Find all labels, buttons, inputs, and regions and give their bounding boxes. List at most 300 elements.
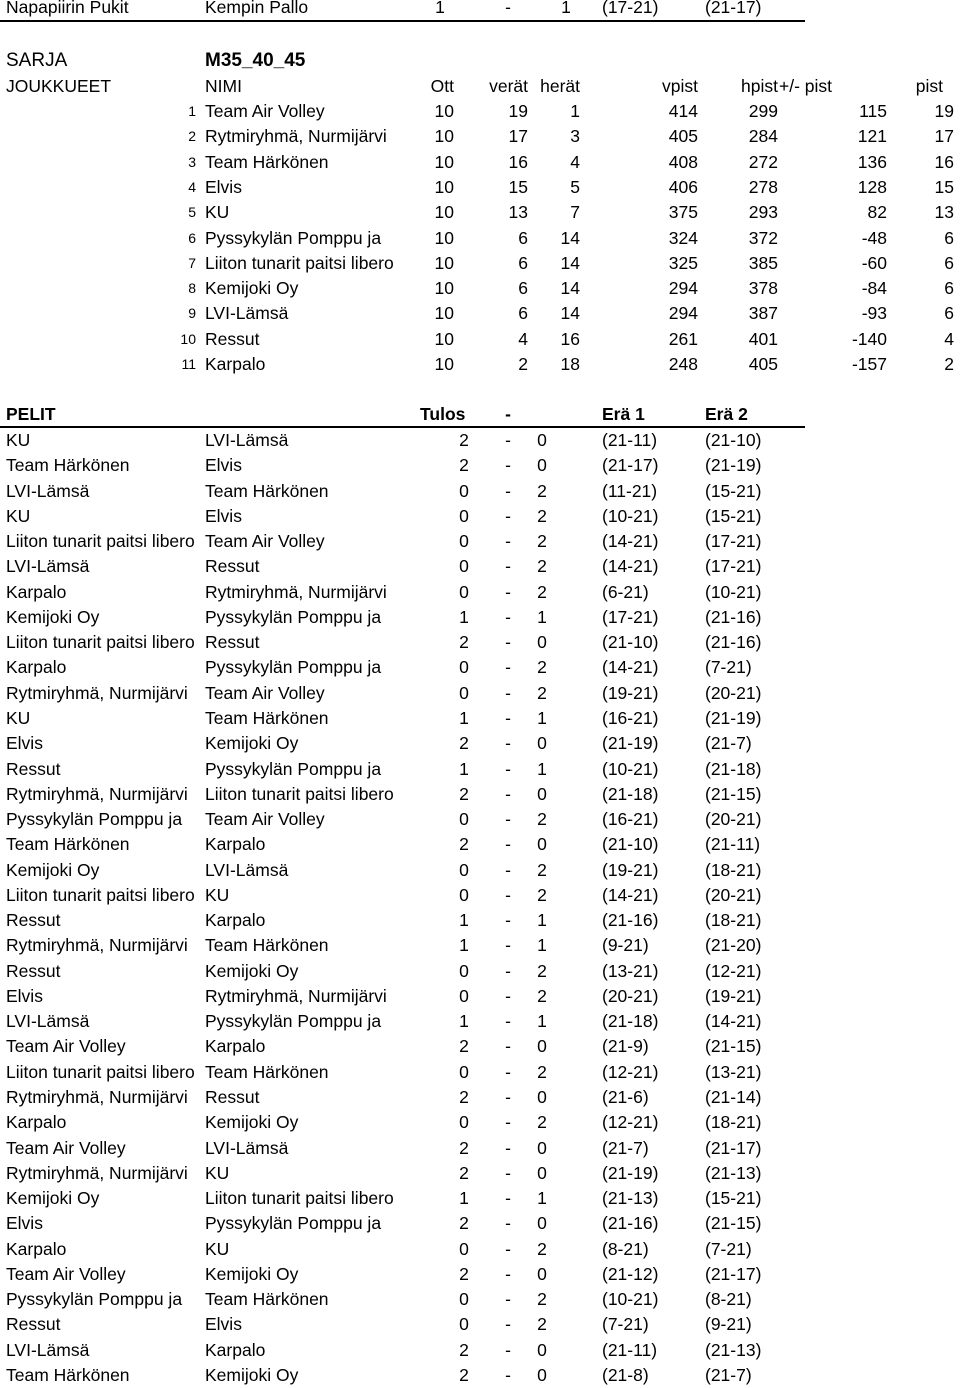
standing-pist: 6 <box>944 278 954 299</box>
game-score-away: 1 <box>537 910 547 931</box>
standings-row <box>0 150 960 175</box>
game-row <box>0 908 960 933</box>
game-score-dash: - <box>505 1061 511 1082</box>
game-away-team: Karpalo <box>205 1339 266 1360</box>
game-home-team: Team Härkönen <box>6 1364 130 1385</box>
game-score-away: 2 <box>537 531 547 552</box>
games-result-header: Tulos <box>420 404 466 424</box>
game-row <box>0 933 960 958</box>
game-score-away: 2 <box>537 556 547 577</box>
game-home-team: Elvis <box>6 985 43 1006</box>
game-row <box>0 453 960 478</box>
game-row <box>0 681 960 706</box>
standing-ott: 10 <box>434 328 454 349</box>
game-score-away: 1 <box>537 1011 547 1032</box>
standing-rank: 7 <box>188 254 196 271</box>
game-away-team: Pyssykylän Pomppu ja <box>205 1213 382 1234</box>
game-score-dash: - <box>505 834 511 855</box>
game-set2: (9-21) <box>705 1314 752 1335</box>
standing-diff: -84 <box>861 278 887 299</box>
game-score-away: 0 <box>537 1036 547 1057</box>
standings-row <box>0 226 960 251</box>
game-home-team: Pyssykylän Pomppu ja <box>6 809 183 830</box>
game-row <box>0 529 960 554</box>
game-set1: (12-21) <box>602 1112 659 1133</box>
top-score-home: 1 <box>435 0 445 17</box>
game-score-home: 0 <box>459 1289 469 1310</box>
game-set2: (19-21) <box>705 985 762 1006</box>
standing-herat: 4 <box>570 151 580 172</box>
game-score-dash: - <box>505 1289 511 1310</box>
game-set2: (15-21) <box>705 480 762 501</box>
game-row <box>0 504 960 529</box>
game-home-team: Liiton tunarit paitsi libero <box>6 531 195 552</box>
game-set1: (14-21) <box>602 657 659 678</box>
games-set1-header: Erä 1 <box>602 404 645 424</box>
game-score-dash: - <box>505 707 511 728</box>
game-set1: (17-21) <box>602 606 659 627</box>
game-away-team: Team Air Volley <box>205 809 325 830</box>
game-score-dash: - <box>505 1213 511 1234</box>
game-score-home: 2 <box>459 1364 469 1385</box>
top-set1: (17-21) <box>602 0 659 17</box>
game-set2: (21-16) <box>705 606 762 627</box>
game-home-team: Kemijoki Oy <box>6 1188 100 1209</box>
game-score-away: 2 <box>537 884 547 905</box>
game-score-away: 0 <box>537 733 547 754</box>
game-away-team: Team Härkönen <box>205 1289 329 1310</box>
game-set1: (21-8) <box>602 1364 649 1385</box>
standing-verat: 4 <box>518 328 528 349</box>
game-row <box>0 1338 960 1363</box>
game-set1: (10-21) <box>602 505 659 526</box>
standing-ott: 10 <box>434 252 454 273</box>
game-set2: (21-13) <box>705 1162 762 1183</box>
game-set1: (13-21) <box>602 960 659 981</box>
standing-diff: 128 <box>857 176 887 197</box>
standing-hpist: 293 <box>748 202 778 223</box>
game-home-team: KU <box>6 430 31 450</box>
game-set1: (21-18) <box>602 783 659 804</box>
game-row <box>0 757 960 782</box>
game-set1: (21-16) <box>602 910 659 931</box>
game-set2: (13-21) <box>705 1061 762 1082</box>
game-score-dash: - <box>505 480 511 501</box>
game-score-dash: - <box>505 1188 511 1209</box>
top-set2: (21-17) <box>705 0 762 17</box>
game-home-team: Liiton tunarit paitsi libero <box>6 884 195 905</box>
standing-name: Kemijoki Oy <box>205 278 299 299</box>
game-home-team: Rytmiryhmä, Nurmijärvi <box>6 783 188 804</box>
game-set1: (21-6) <box>602 1087 649 1108</box>
game-home-team: Elvis <box>6 733 43 754</box>
game-set2: (8-21) <box>705 1289 752 1310</box>
standings-row <box>0 301 960 326</box>
game-score-dash: - <box>505 884 511 905</box>
standing-hpist: 378 <box>748 278 778 299</box>
header-verat: verät <box>489 76 528 96</box>
game-set2: (21-14) <box>705 1087 762 1108</box>
game-away-team: Team Härkönen <box>205 480 329 501</box>
game-score-dash: - <box>505 1364 511 1385</box>
game-set1: (20-21) <box>602 985 659 1006</box>
game-score-dash: - <box>505 1238 511 1259</box>
game-score-away: 0 <box>537 1213 547 1234</box>
game-score-dash: - <box>505 531 511 552</box>
game-away-team: Kemijoki Oy <box>205 1112 299 1133</box>
standing-verat: 16 <box>508 151 528 172</box>
standing-ott: 10 <box>434 176 454 197</box>
standing-ott: 10 <box>434 101 454 121</box>
game-home-team: Rytmiryhmä, Nurmijärvi <box>6 1087 188 1108</box>
header-name: NIMI <box>205 76 242 96</box>
standing-verat: 17 <box>508 126 528 147</box>
game-home-team: KU <box>6 505 31 526</box>
standing-rank: 8 <box>188 280 196 297</box>
game-score-home: 1 <box>459 606 469 627</box>
game-row <box>0 479 960 504</box>
game-score-home: 2 <box>459 1162 469 1183</box>
game-home-team: Team Härkönen <box>6 834 130 855</box>
standing-ott: 10 <box>434 278 454 299</box>
game-score-home: 2 <box>459 834 469 855</box>
game-score-away: 2 <box>537 1314 547 1335</box>
standing-diff: -60 <box>861 252 887 273</box>
game-row <box>0 428 960 453</box>
game-score-dash: - <box>505 1314 511 1335</box>
game-score-dash: - <box>505 1011 511 1032</box>
standing-herat: 5 <box>570 176 580 197</box>
top-home-team: Napapiirin Pukit <box>6 0 129 17</box>
game-set1: (11-21) <box>602 480 658 501</box>
game-score-dash: - <box>505 1036 511 1057</box>
game-score-away: 0 <box>537 1263 547 1284</box>
game-score-away: 2 <box>537 657 547 678</box>
game-row <box>0 554 960 579</box>
standing-vpist: 294 <box>668 278 698 299</box>
header-pist: pist <box>915 76 943 96</box>
game-score-dash: - <box>505 1112 511 1133</box>
standing-rank: 5 <box>188 204 196 221</box>
standing-ott: 10 <box>434 354 454 374</box>
standing-verat: 19 <box>508 101 528 121</box>
standing-verat: 6 <box>518 227 528 248</box>
game-score-dash: - <box>505 783 511 804</box>
game-home-team: Ressut <box>6 1314 61 1335</box>
game-score-away: 0 <box>537 834 547 855</box>
standing-pist: 4 <box>944 328 954 349</box>
game-score-dash: - <box>505 809 511 830</box>
game-score-away: 2 <box>537 682 547 703</box>
standing-herat: 3 <box>570 126 580 147</box>
standing-rank: 10 <box>180 330 196 347</box>
game-set2: (17-21) <box>705 531 762 552</box>
game-set2: (21-13) <box>705 1339 762 1360</box>
game-set1: (19-21) <box>602 682 659 703</box>
game-set2: (21-7) <box>705 1364 752 1385</box>
game-set2: (7-21) <box>705 657 752 678</box>
standing-ott: 10 <box>434 126 454 147</box>
game-home-team: Rytmiryhmä, Nurmijärvi <box>6 1162 188 1183</box>
game-score-away: 2 <box>537 1112 547 1133</box>
game-set1: (16-21) <box>602 707 659 728</box>
game-home-team: Karpalo <box>6 1112 67 1133</box>
game-away-team: Liiton tunarit paitsi libero <box>205 1188 394 1209</box>
standing-verat: 6 <box>518 252 528 273</box>
game-away-team: Elvis <box>205 505 242 526</box>
game-set2: (12-21) <box>705 960 762 981</box>
top-game-row <box>0 0 960 20</box>
game-away-team: LVI-Lämsä <box>205 859 289 880</box>
standing-herat: 1 <box>570 101 580 121</box>
game-set1: (21-19) <box>602 1162 659 1183</box>
standing-diff: 115 <box>859 101 887 121</box>
standing-rank: 4 <box>188 178 196 195</box>
game-away-team: Elvis <box>205 455 242 476</box>
standing-pist: 16 <box>934 151 954 172</box>
game-set2: (14-21) <box>705 1011 762 1032</box>
game-set1: (21-10) <box>602 834 659 855</box>
game-row <box>0 1161 960 1186</box>
game-score-home: 1 <box>459 910 469 931</box>
game-score-home: 1 <box>459 707 469 728</box>
game-set1: (21-12) <box>602 1263 659 1284</box>
game-set1: (21-19) <box>602 733 659 754</box>
game-home-team: Elvis <box>6 1213 43 1234</box>
game-row <box>0 655 960 680</box>
game-away-team: Team Härkönen <box>205 707 329 728</box>
standing-hpist: 385 <box>748 252 778 273</box>
games-label: PELIT <box>6 404 56 424</box>
standing-ott: 10 <box>434 227 454 248</box>
game-row <box>0 1085 960 1110</box>
game-away-team: Kemijoki Oy <box>205 733 299 754</box>
game-away-team: Pyssykylän Pomppu ja <box>205 606 382 627</box>
game-score-home: 1 <box>459 1188 469 1209</box>
standing-hpist: 272 <box>748 151 778 172</box>
standing-hpist: 278 <box>748 176 778 197</box>
game-row <box>0 1262 960 1287</box>
game-score-away: 2 <box>537 960 547 981</box>
standing-diff: 121 <box>857 126 887 147</box>
game-row <box>0 630 960 655</box>
standing-hpist: 299 <box>748 101 778 121</box>
game-home-team: Rytmiryhmä, Nurmijärvi <box>6 682 188 703</box>
game-score-home: 2 <box>459 1263 469 1284</box>
standing-herat: 18 <box>560 354 580 374</box>
game-score-away: 2 <box>537 1289 547 1310</box>
game-set2: (21-15) <box>705 1213 762 1234</box>
game-score-dash: - <box>505 632 511 653</box>
game-score-home: 0 <box>459 1238 469 1259</box>
standing-diff: 82 <box>867 202 887 223</box>
game-set2: (21-17) <box>705 1263 762 1284</box>
standing-diff: -93 <box>861 303 887 324</box>
game-row <box>0 832 960 857</box>
standing-vpist: 406 <box>668 176 698 197</box>
game-score-away: 2 <box>537 581 547 602</box>
game-set1: (21-16) <box>602 1213 659 1234</box>
game-score-home: 0 <box>459 884 469 905</box>
standing-name: Ressut <box>205 328 260 349</box>
standing-hpist: 284 <box>748 126 778 147</box>
header-ott: Ott <box>430 76 454 96</box>
game-row <box>0 782 960 807</box>
game-row <box>0 731 960 756</box>
game-away-team: Kemijoki Oy <box>205 1364 299 1385</box>
games-header <box>0 402 960 427</box>
game-score-dash: - <box>505 657 511 678</box>
game-away-team: Pyssykylän Pomppu ja <box>205 657 382 678</box>
game-set2: (15-21) <box>705 1188 762 1209</box>
game-home-team: Karpalo <box>6 1238 67 1259</box>
game-score-dash: - <box>505 960 511 981</box>
game-score-away: 1 <box>537 606 547 627</box>
game-score-away: 0 <box>537 430 547 450</box>
standing-herat: 14 <box>560 278 580 299</box>
game-row <box>0 1110 960 1135</box>
standing-name: Pyssykylän Pomppu ja <box>205 227 382 248</box>
game-home-team: Liiton tunarit paitsi libero <box>6 1061 195 1082</box>
game-set2: (10-21) <box>705 581 762 602</box>
standings-row <box>0 99 960 124</box>
standing-herat: 16 <box>560 328 580 349</box>
game-set1: (21-11) <box>602 1339 658 1360</box>
standing-name: LVI-Lämsä <box>205 303 289 324</box>
game-away-team: LVI-Lämsä <box>205 430 289 450</box>
game-set2: (20-21) <box>705 884 762 905</box>
game-home-team: Karpalo <box>6 581 67 602</box>
game-away-team: Pyssykylän Pomppu ja <box>205 758 382 779</box>
game-set2: (21-19) <box>705 455 762 476</box>
game-score-home: 0 <box>459 505 469 526</box>
standing-name: Karpalo <box>205 354 266 374</box>
game-score-home: 2 <box>459 783 469 804</box>
game-home-team: LVI-Lämsä <box>6 1339 90 1360</box>
game-away-team: Ressut <box>205 556 260 577</box>
standing-verat: 2 <box>518 354 528 374</box>
game-home-team: Rytmiryhmä, Nurmijärvi <box>6 935 188 956</box>
standing-herat: 14 <box>560 252 580 273</box>
game-score-dash: - <box>505 1339 511 1360</box>
game-set1: (21-17) <box>602 455 659 476</box>
game-score-home: 0 <box>459 1112 469 1133</box>
game-score-home: 2 <box>459 1213 469 1234</box>
standing-diff: -157 <box>851 354 887 374</box>
game-score-dash: - <box>505 430 511 450</box>
standing-ott: 10 <box>434 202 454 223</box>
game-score-home: 2 <box>459 1036 469 1057</box>
game-set2: (21-17) <box>705 1137 762 1158</box>
game-set1: (21-13) <box>602 1188 659 1209</box>
standing-vpist: 405 <box>668 126 698 147</box>
game-score-home: 0 <box>459 657 469 678</box>
standing-vpist: 261 <box>668 328 698 349</box>
game-set2: (21-19) <box>705 707 762 728</box>
game-away-team: Team Härkönen <box>205 1061 329 1082</box>
standing-vpist: 325 <box>668 252 698 273</box>
game-score-away: 2 <box>537 1238 547 1259</box>
top-divider <box>0 20 805 22</box>
game-row <box>0 1034 960 1059</box>
game-away-team: Team Härkönen <box>205 935 329 956</box>
standing-name: KU <box>205 202 230 223</box>
game-score-dash: - <box>505 935 511 956</box>
standing-rank: 9 <box>188 305 196 322</box>
standing-pist: 2 <box>944 354 954 374</box>
game-away-team: Kemijoki Oy <box>205 1263 299 1284</box>
game-home-team: Team Air Volley <box>6 1137 126 1158</box>
game-row <box>0 984 960 1009</box>
game-score-home: 1 <box>459 1011 469 1032</box>
game-set1: (21-11) <box>602 430 658 450</box>
game-score-away: 2 <box>537 985 547 1006</box>
header-vpist: vpist <box>662 76 698 96</box>
game-home-team: Team Air Volley <box>6 1263 126 1284</box>
game-away-team: Pyssykylän Pomppu ja <box>205 1011 382 1032</box>
game-score-away: 0 <box>537 632 547 653</box>
game-home-team: KU <box>6 707 31 728</box>
game-score-home: 2 <box>459 455 469 476</box>
standing-ott: 10 <box>434 303 454 324</box>
game-score-home: 0 <box>459 985 469 1006</box>
standings-header <box>0 74 960 99</box>
game-row <box>0 1136 960 1161</box>
standing-pist: 19 <box>934 101 954 121</box>
game-score-away: 1 <box>537 935 547 956</box>
standing-pist: 15 <box>934 176 954 197</box>
standings-row <box>0 175 960 200</box>
standing-diff: -140 <box>851 328 887 349</box>
game-score-dash: - <box>505 910 511 931</box>
game-score-away: 0 <box>537 1162 547 1183</box>
game-away-team: Rytmiryhmä, Nurmijärvi <box>205 985 387 1006</box>
game-score-home: 0 <box>459 581 469 602</box>
game-score-home: 1 <box>459 758 469 779</box>
game-set2: (21-16) <box>705 632 762 653</box>
game-score-dash: - <box>505 682 511 703</box>
game-home-team: Team Härkönen <box>6 455 130 476</box>
game-score-away: 2 <box>537 859 547 880</box>
game-row <box>0 883 960 908</box>
standing-vpist: 414 <box>668 101 698 121</box>
standings-row <box>0 124 960 149</box>
standing-rank: 11 <box>181 356 196 372</box>
game-row <box>0 959 960 984</box>
standing-vpist: 408 <box>668 151 698 172</box>
game-set2: (21-18) <box>705 758 762 779</box>
game-score-away: 0 <box>537 1364 547 1385</box>
game-score-home: 1 <box>459 935 469 956</box>
game-row <box>0 1211 960 1236</box>
game-score-dash: - <box>505 1162 511 1183</box>
game-set2: (18-21) <box>705 1112 762 1133</box>
game-set2: (21-15) <box>705 783 762 804</box>
game-set2: (20-21) <box>705 682 762 703</box>
game-row <box>0 807 960 832</box>
standing-verat: 6 <box>518 278 528 299</box>
game-home-team: LVI-Lämsä <box>6 480 90 501</box>
game-score-away: 1 <box>537 758 547 779</box>
game-score-home: 0 <box>459 809 469 830</box>
standing-diff: -48 <box>861 227 887 248</box>
game-away-team: Kemijoki Oy <box>205 960 299 981</box>
game-set1: (21-10) <box>602 632 659 653</box>
standing-name: Team Härkönen <box>205 151 329 172</box>
game-score-home: 0 <box>459 480 469 501</box>
game-score-away: 1 <box>537 707 547 728</box>
game-score-dash: - <box>505 859 511 880</box>
